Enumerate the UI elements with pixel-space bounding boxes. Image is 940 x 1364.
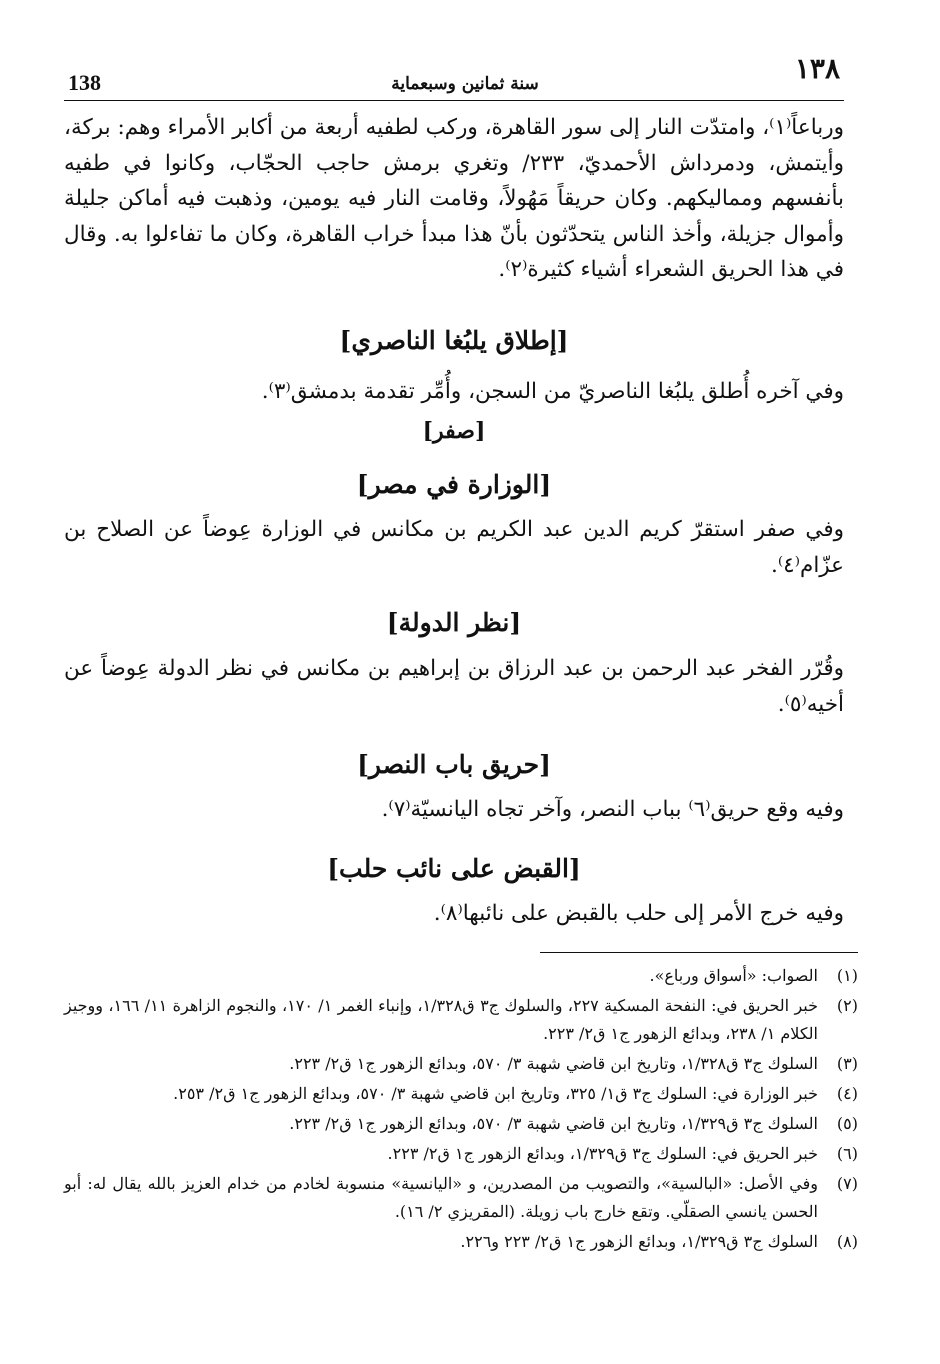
footnote-item xyxy=(64,1080,858,1108)
footnote-number: (٦) xyxy=(836,1144,858,1163)
paragraph-bab-al-nasr-fire: وفيه وقع حريق⁽٦⁾ بباب النصر، وآخر تجاه اليانسيّة⁽٧⁾. xyxy=(381,797,844,822)
paragraph-state-supervision: وقُرّر الفخر عبد الرحمن بن عبد الرزاق بن إبراهيم بن مكانس في نظر الدولة عِوضاً عن أخيه⁽٥⁾. xyxy=(64,656,844,717)
footnote-item xyxy=(64,1170,858,1226)
paragraph-aleppo-governor: وفيه خرج الأمر إلى حلب بالقبض على نائبها⁽٨⁾. xyxy=(433,901,844,926)
footnotes xyxy=(64,962,858,1258)
footnote-text: السلوك ج٣ ق١/٣٢٨، وتاريخ ابن قاضي شهبة ٣/ ٥٧٠، وبدائع الزهور ج١ ق٢/ ٢٢٣. xyxy=(289,1054,818,1073)
paragraph-vizierate: وفي صفر استقرّ كريم الدين عبد الكريم بن مكانس في الوزارة عِوضاً عن الصلاح بن عزّام⁽٤⁾. xyxy=(64,517,844,578)
footnote-text: السلوك ج٣ ق١/٣٢٩، وتاريخ ابن قاضي شهبة ٣/ ٥٧٠، وبدائع الزهور ج١ ق٢/ ٢٢٣. xyxy=(289,1114,818,1133)
page-number-arabic: ١٣٨ xyxy=(794,52,840,85)
paragraph-yalbugha: وفي آخره أُطلق يلبُغا الناصريّ من السجن، وأُمِّر تقدمة بدمشق⁽٣⁾. xyxy=(261,379,844,404)
footnote-text: خبر الوزارة في: السلوك ج٣ ق١/ ٣٢٥، وتاريخ ابن قاضي شهبة ٣/ ٥٧٠، وبدائع الزهور ج١ ق٢/ ٢٥٣. xyxy=(173,1084,818,1103)
footnote-divider xyxy=(540,952,858,953)
footnote-text: وفي الأصل: «البالسية»، والتصويب من المصدرين، و «اليانسية» منسوبة لخادم من خدام العزيز بالله يقال له: أبو الحسن يانسي الصقلّي. وتقع خارج باب زويلة. (المقريزي ٢/ ١٦). xyxy=(64,1174,818,1221)
section-heading-yalbugha-release: [إطلاق يلبُغا الناصري] xyxy=(339,326,569,355)
footnote-number: (١) xyxy=(836,966,858,985)
footnote-number: (٢) xyxy=(836,996,858,1015)
footnote-number: (٧) xyxy=(836,1174,858,1193)
footnote-item xyxy=(64,1110,858,1138)
header-divider xyxy=(64,100,844,101)
footnote-text: خبر الحريق في: السلوك ج٣ ق١/٣٢٩، وبدائع الزهور ج١ ق٢/ ٢٢٣. xyxy=(387,1144,818,1163)
footnote-number: (٨) xyxy=(836,1232,858,1251)
section-heading-vizierate: [الوزارة في مصر] xyxy=(356,470,552,499)
footnote-number: (٤) xyxy=(836,1084,858,1103)
running-title: سنة ثمانين وسبعماية xyxy=(391,74,539,94)
footnote-text: السلوك ج٣ ق١/٣٢٩، وبدائع الزهور ج١ ق٢/ ٢٢٣ و٢٢٦. xyxy=(460,1232,818,1251)
footnote-item xyxy=(64,1140,858,1168)
month-heading-safar: [صفر] xyxy=(422,418,486,444)
footnote-text: الصواب: «أسواق ورباع». xyxy=(649,966,818,985)
footnote-text: خبر الحريق في: النفحة المسكية ٢٢٧، والسلوك ج٣ ق١/٣٢٨، وإنباء الغمر ١/ ١٧٠، والنجوم الزاهرة ١١/ ١٦٦، ووجيز الكلام ١/ ٢٣٨، وبدائع الزهور ج١ ق٢/ ٢٢٣. xyxy=(64,996,819,1043)
footnote-number: (٥) xyxy=(836,1114,858,1133)
footnote-item xyxy=(64,1050,858,1078)
paragraph-fire: ورباعاً⁽١⁾، وامتدّت النار إلى سور القاهرة، وركب لطفيه أربعة من أكابر الأمراء وهم: بركة، وأيتمش، ودمرداش الأحمديّ، ٢٣٣/ وتغري برمش حاجب الحجّاب، وكانوا في طفيه بأنفسهم ومماليكهم. وكان حريقاً مَهُولاً، وقامت النار فيه يومين، وذهبت فيه أماكن جليلة وأموال جزيلة، وأخذ الناس يتحدّثون بأنّ هذا مبدأ خراب القاهرة، وكان ما تفاءلوا به. وقال في هذا الحريق الشعراء أشياء كثيرة⁽٢⁾. xyxy=(64,115,844,282)
footnote-item xyxy=(64,962,858,990)
page-number-latin: 138 xyxy=(68,70,101,95)
section-heading-aleppo-governor: [القبض على نائب حلب] xyxy=(327,854,581,883)
footnote-item xyxy=(64,1228,858,1256)
section-heading-bab-al-nasr-fire: [حريق باب النصر] xyxy=(357,750,551,779)
footnote-item xyxy=(64,992,858,1048)
section-heading-state-supervision: [نظر الدولة] xyxy=(386,608,522,637)
footnote-number: (٣) xyxy=(836,1054,858,1073)
